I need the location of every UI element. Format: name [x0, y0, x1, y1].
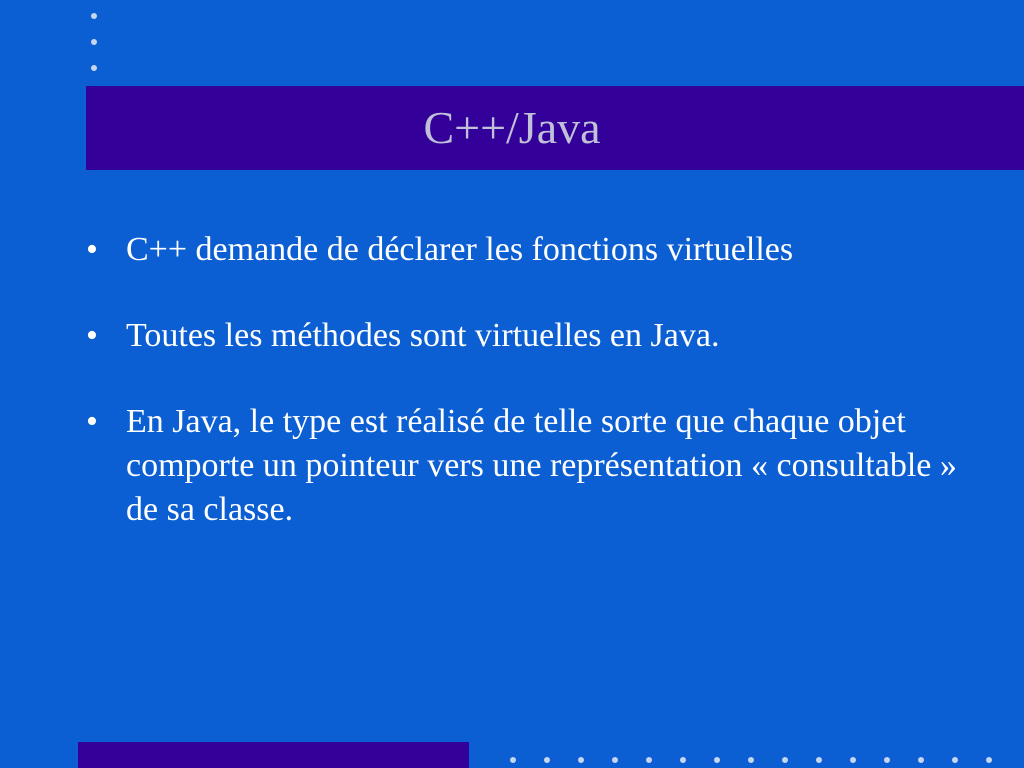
bullet-text: C++ demande de déclarer les fonctions virtuelles	[126, 231, 794, 268]
bottom-band	[78, 742, 469, 768]
slide-title: C++/Java	[423, 102, 601, 153]
decor-dot	[714, 757, 720, 763]
bullet-marker: •	[86, 317, 98, 354]
bullet-marker: •	[86, 403, 98, 440]
bullet-text: Toutes les méthodes sont virtuelles en Java.	[126, 317, 720, 354]
bullet-item	[86, 400, 966, 532]
decor-dot	[578, 757, 584, 763]
decor-dot	[646, 757, 652, 763]
decor-dot	[782, 757, 788, 763]
decor-dot	[884, 757, 890, 763]
decor-dot	[816, 757, 822, 763]
decor-dot	[850, 757, 856, 763]
decor-dot	[612, 757, 618, 763]
decor-dot	[91, 65, 97, 71]
bullet-item	[86, 228, 966, 272]
decor-dot	[986, 757, 992, 763]
bullet-list	[86, 228, 966, 574]
decor-dot	[748, 757, 754, 763]
decor-dot	[952, 757, 958, 763]
decor-dot	[510, 757, 516, 763]
bullet-item	[86, 314, 966, 358]
bullet-text: En Java, le type est réalisé de telle sorte que chaque objet comporte un pointeur vers une représentation « consultable » de sa classe.	[126, 403, 957, 528]
decor-dot	[91, 39, 97, 45]
decor-dot	[918, 757, 924, 763]
bullet-marker: •	[86, 231, 98, 268]
decor-dot	[544, 757, 550, 763]
decor-dot	[91, 13, 97, 19]
decor-dot	[680, 757, 686, 763]
